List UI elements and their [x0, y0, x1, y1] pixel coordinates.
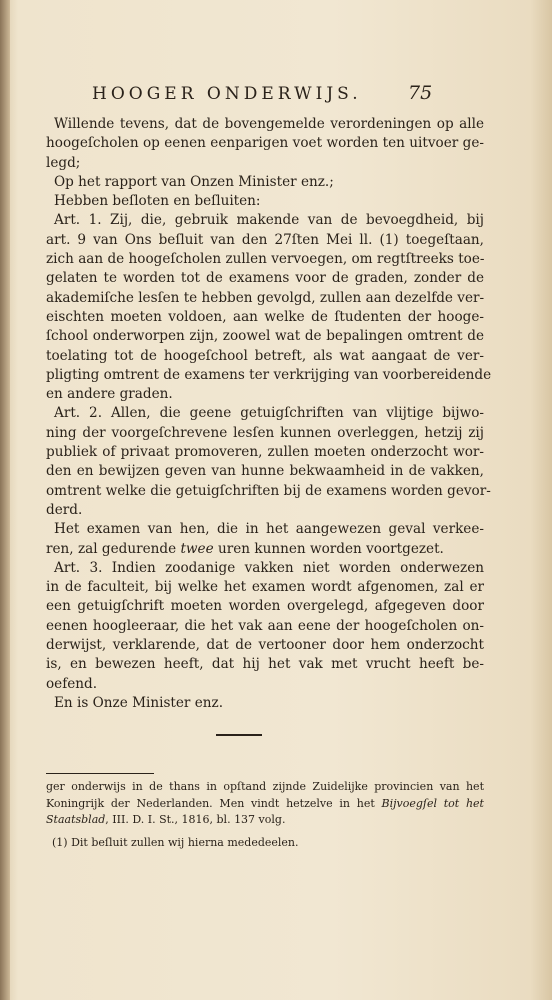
footnote-line	[46, 796, 484, 813]
book-spine-shadow	[0, 0, 10, 1000]
paragraph-line: legd;	[46, 154, 81, 171]
text-run: uren kunnen worden voortgezet.	[213, 540, 444, 557]
article-1-line: eischten moeten voldoen, aan welke de ſtudenten der hooge-	[46, 308, 484, 325]
article-1-line: Art. 1. Zij, die, gebruik makende van de bevoegdheid, bij	[54, 212, 484, 229]
article-2-line: Art. 2. Allen, die geene getuigſchriften van vlijtige bijwo-	[54, 405, 484, 422]
article-1-line: pligting omtrent de examens ter verkrijging van voorbereidende	[46, 366, 492, 383]
text-run: ren, zal gedurende	[46, 540, 181, 557]
article-2-line: omtrent welke die getuigſchriften bij de examens worden gevor-	[46, 482, 491, 499]
footnote-divider	[46, 773, 154, 774]
article-1-line: art. 9 van Ons beſluit van den 27ſten Mei ll. (1) toegeſtaan,	[46, 231, 484, 248]
text-run: , III. D. I. St., 1816, bl. 137 volg.	[105, 813, 286, 826]
running-head: HOOGER ONDERWIJS.	[92, 84, 362, 104]
article-2-line: den en bewijzen geven van hunne bekwaamheid in de vakken,	[46, 463, 484, 480]
article-2-line: ning der voorgeſchrevene lesſen kunnen overleggen, hetzij zij	[46, 424, 484, 441]
emphasized-title: Staatsblad	[46, 813, 106, 826]
paragraph-line: hoogeſcholen op eenen eenparigen voet worden ten uitvoer ge-	[46, 135, 484, 152]
closing-rule	[216, 734, 262, 736]
paragraph-line: Op het rapport van Onzen Minister enz.;	[54, 173, 334, 190]
article-3-line: derwijst, verklarende, dat de vertooner door hem onderzocht	[46, 637, 484, 654]
article-2-continuation-line: Het examen van hen, die in het aangewezen geval verkee-	[54, 521, 484, 538]
article-1-line: toelating tot de hoogeſchool betreft, als wat aangaat de ver-	[46, 347, 484, 364]
article-2-line: derd.	[46, 501, 83, 518]
footnote-1: (1) Dit beſluit zullen wij hierna mededeelen.	[52, 835, 299, 849]
article-3-line: in de faculteit, bij welke het examen wordt afgenomen, zal er	[46, 579, 484, 596]
article-3-line: is, en bewezen heeft, dat hij het vak met vrucht heeft be-	[46, 656, 484, 673]
article-2-line: publiek of privaat promoveren, zullen moeten onderzocht wor-	[46, 444, 484, 461]
page-number: 75	[408, 82, 433, 104]
emphasized-word: twee	[180, 540, 214, 557]
text-run: Koningrijk der Nederlanden. Men vindt hetzelve in het	[46, 796, 382, 810]
footnote-line: ger onderwijs in de thans in opſtand zijnde Zuidelijke provincien van het	[46, 780, 484, 793]
article-3-line: Art. 3. Indien zoodanige vakken niet worden onderwezen	[54, 559, 484, 576]
article-1-line: zich aan de hoogeſcholen zullen vervoegen, om regtſtreeks toe-	[46, 251, 485, 268]
footnotes	[46, 779, 484, 851]
article-1-line: akademiſche lesſen te hebben gevolgd, zullen aan dezelfde ver-	[46, 289, 485, 306]
body-text	[46, 115, 492, 713]
paragraph-line: Hebben beſloten en beſluiten:	[54, 193, 261, 210]
article-1-line: en andere graden.	[46, 386, 173, 403]
closing-line: En is Onze Minister enz.	[54, 694, 224, 711]
article-3-line: een getuigſchrift moeten worden overgelegd, afgegeven door	[46, 598, 484, 615]
article-1-line: ſchool onderworpen zijn, zoowel wat de bepalingen omtrent de	[46, 328, 484, 345]
article-3-line: eenen hoogleeraar, die het vak aan eene der hoogeſcholen on-	[46, 617, 484, 634]
emphasized-title: Bijvoegſel tot het	[381, 796, 484, 810]
article-2-continuation-line	[46, 540, 484, 559]
article-3-line: oefend.	[46, 675, 98, 692]
paragraph-line: Willende tevens, dat de bovengemelde verordeningen op alle	[54, 116, 484, 132]
footnote-line	[46, 812, 484, 829]
article-1-line: gelaten te worden tot de examens voor de graden, zonder de	[46, 270, 484, 287]
